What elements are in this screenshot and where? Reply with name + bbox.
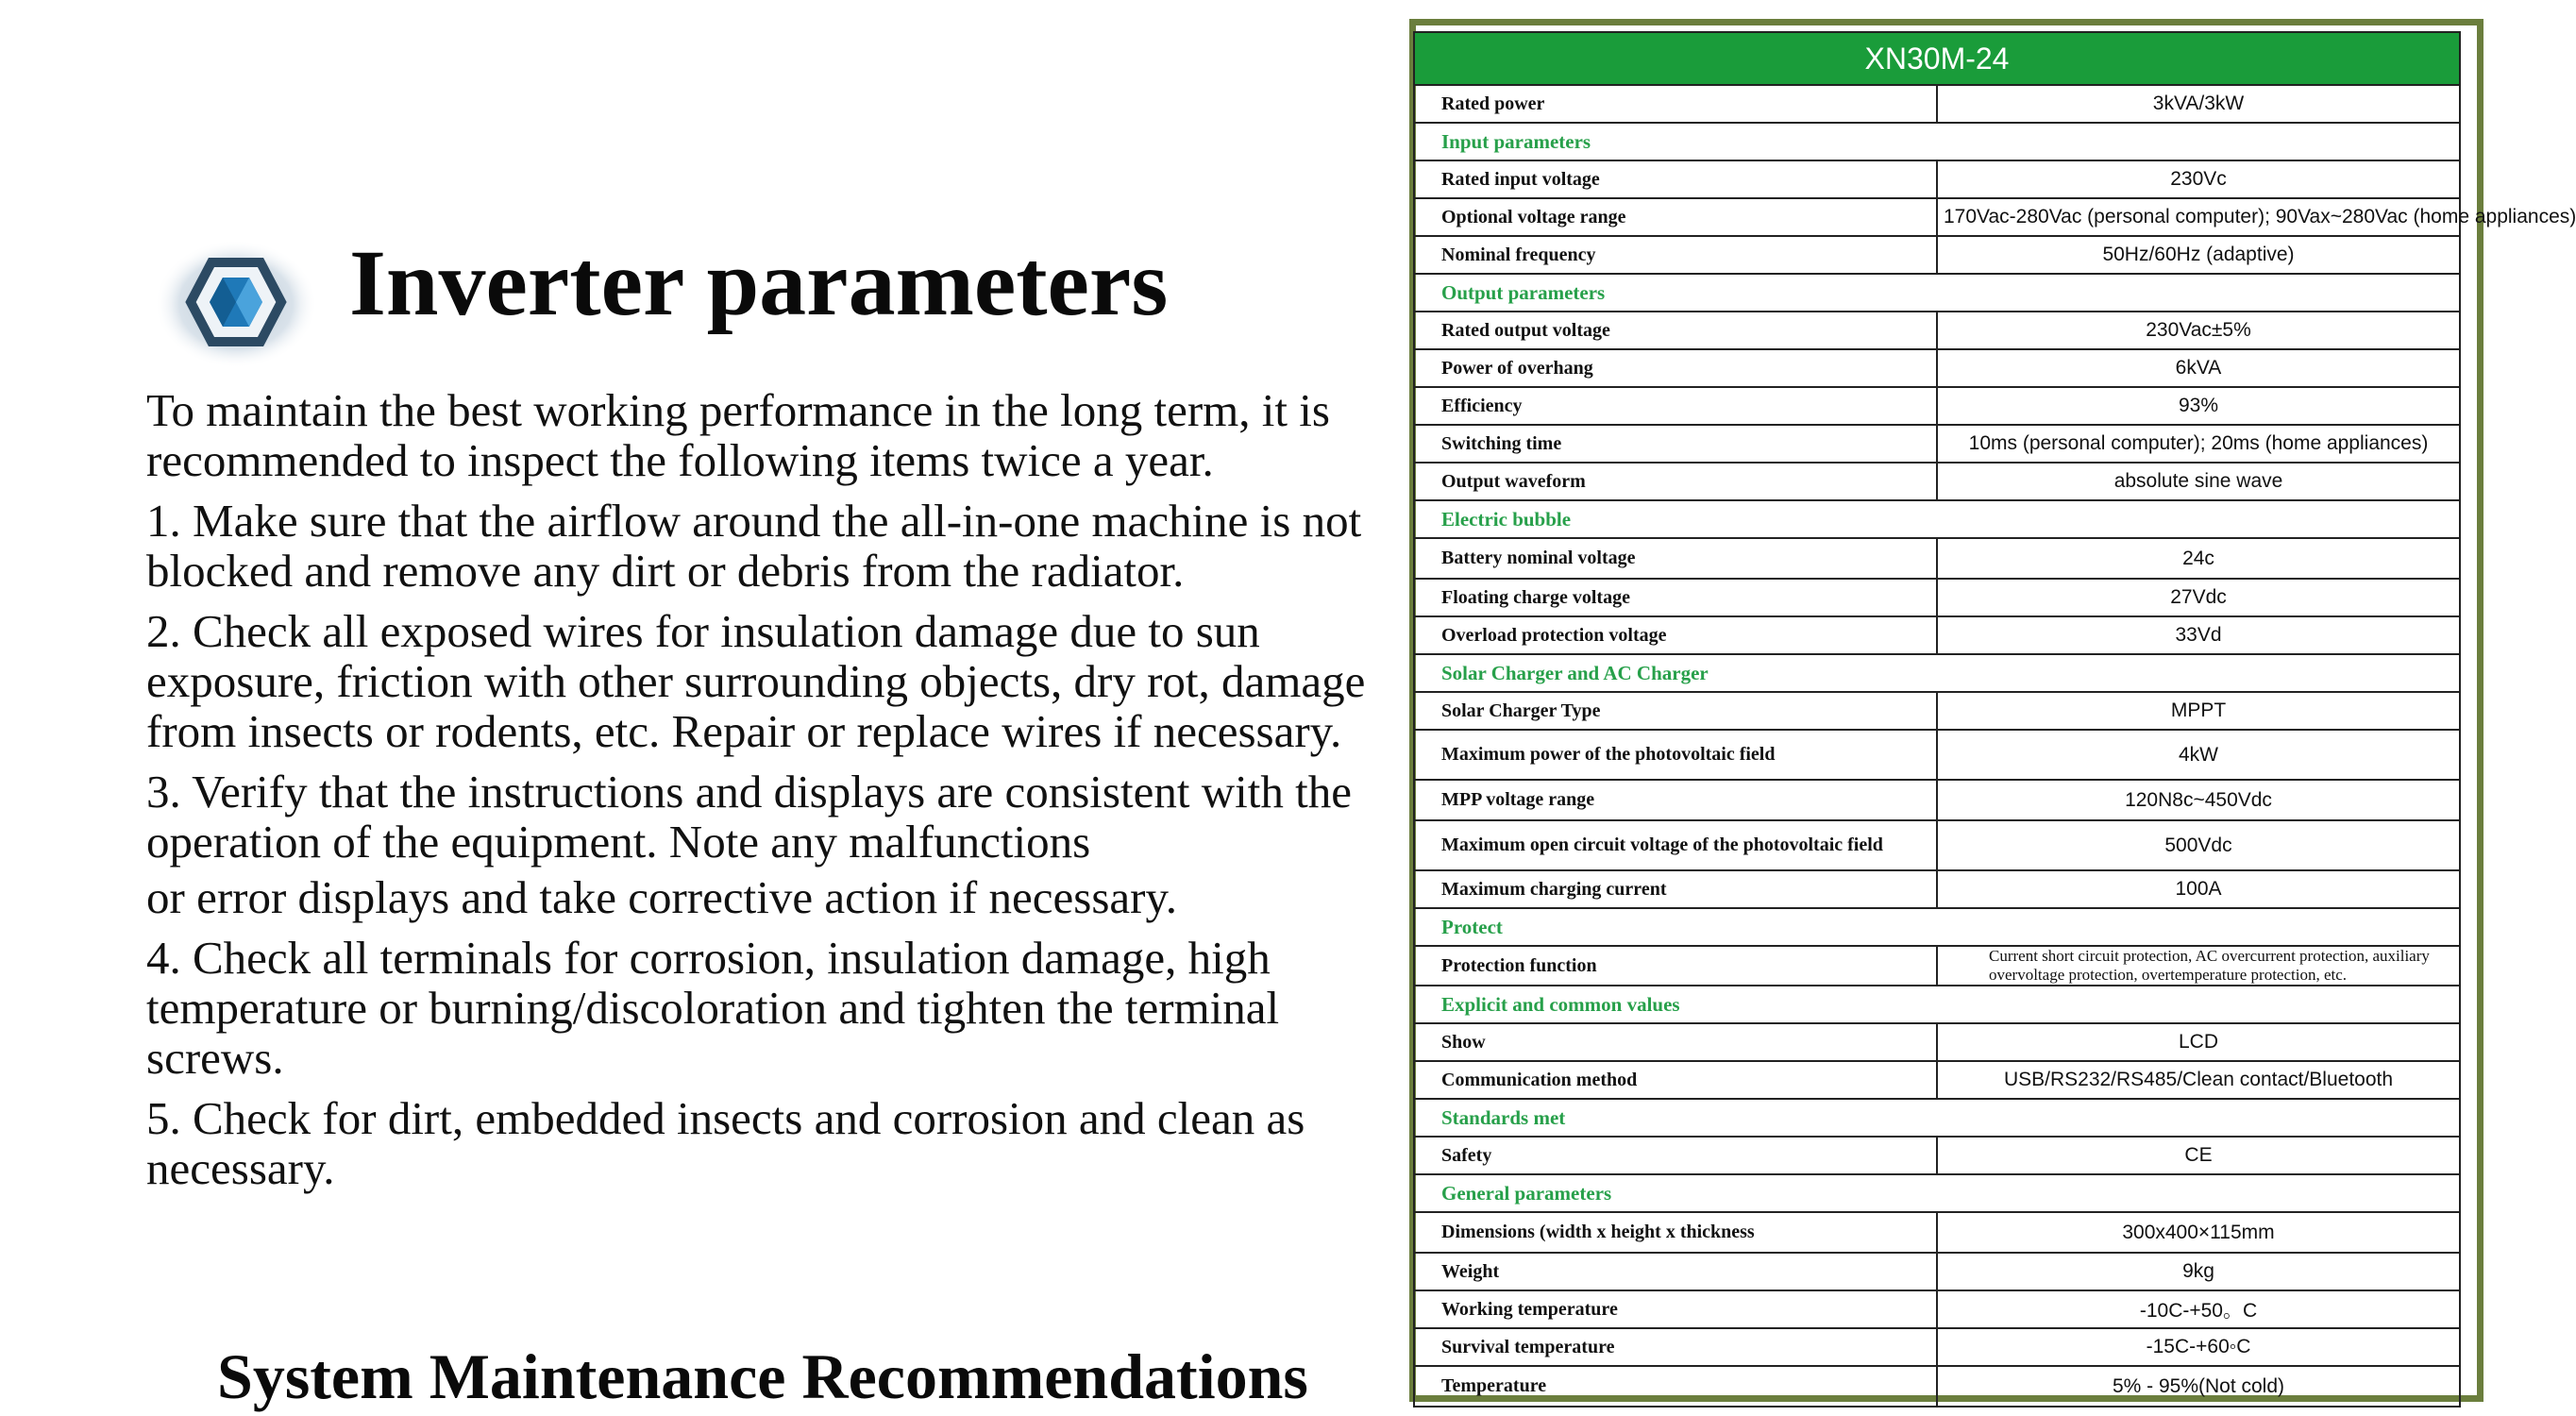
spec-row <box>1414 1061 2460 1099</box>
spec-label: Maximum open circuit voltage of the photovoltaic field <box>1414 820 1937 870</box>
hexagon-cube-icon <box>153 236 319 368</box>
spec-row <box>1414 616 2460 654</box>
spec-label: Temperature <box>1414 1366 1937 1407</box>
spec-label: Floating charge voltage <box>1414 579 1937 616</box>
spec-value: 5% - 95%(Not cold) <box>1937 1366 2460 1407</box>
spec-label: Nominal frequency <box>1414 236 1937 274</box>
spec-row <box>1414 1137 2460 1174</box>
spec-row <box>1414 1023 2460 1061</box>
spec-value: Current short circuit protection, AC overcurrent protection, auxiliary overvoltage protection, overtemperature protection, etc. <box>1937 946 2460 986</box>
spec-row <box>1414 538 2460 579</box>
spec-label: Optional voltage range <box>1414 198 1937 236</box>
spec-label: Power of overhang <box>1414 349 1937 387</box>
spec-row <box>1414 236 2460 274</box>
spec-row <box>1414 780 2460 820</box>
spec-section-title: Solar Charger and AC Charger <box>1414 654 2460 692</box>
spec-section-row <box>1414 274 2460 312</box>
spec-row <box>1414 198 2460 236</box>
spec-value: 33Vd <box>1937 616 2460 654</box>
spec-row <box>1414 387 2460 425</box>
spec-label: Working temperature <box>1414 1290 1937 1328</box>
spec-value: 9kg <box>1937 1253 2460 1290</box>
spec-label: Communication method <box>1414 1061 1937 1099</box>
spec-section-row <box>1414 986 2460 1023</box>
spec-value: 300x400×115mm <box>1937 1212 2460 1253</box>
spec-value: 4kW <box>1937 730 2460 780</box>
spec-value: 6kVA <box>1937 349 2460 387</box>
spec-row <box>1414 312 2460 349</box>
spec-row <box>1414 1253 2460 1290</box>
list-item: or error displays and take corrective action if necessary. <box>146 871 1178 923</box>
spec-row <box>1414 1328 2460 1366</box>
spec-value: 27Vdc <box>1937 579 2460 616</box>
spec-section-title: Output parameters <box>1414 274 2460 312</box>
spec-label: Efficiency <box>1414 387 1937 425</box>
spec-section-row <box>1414 1174 2460 1212</box>
spec-value: 3kVA/3kW <box>1937 85 2460 123</box>
spec-value: absolute sine wave <box>1937 463 2460 500</box>
spec-row <box>1414 463 2460 500</box>
spec-row <box>1414 1212 2460 1253</box>
spec-label: Protection function <box>1414 946 1937 986</box>
spec-section-row <box>1414 654 2460 692</box>
spec-section-title: Input parameters <box>1414 123 2460 160</box>
spec-value: -15C-+60◦C <box>1937 1328 2460 1366</box>
spec-value: 230Vac±5% <box>1937 312 2460 349</box>
spec-row <box>1414 1366 2460 1407</box>
spec-value: USB/RS232/RS485/Clean contact/Bluetooth <box>1937 1061 2460 1099</box>
spec-label: Show <box>1414 1023 1937 1061</box>
spec-value: 230Vc <box>1937 160 2460 198</box>
page-title: Inverter parameters <box>349 230 1169 335</box>
spec-section-row <box>1414 1099 2460 1137</box>
spec-value: 10ms (personal computer); 20ms (home appliances) <box>1937 425 2460 463</box>
spec-value: 120N8c~450Vdc <box>1937 780 2460 820</box>
spec-header-row <box>1414 32 2460 85</box>
spec-row <box>1414 820 2460 870</box>
maintenance-text <box>146 385 1411 1204</box>
spec-row <box>1414 946 2460 986</box>
list-item: 5. Check for dirt, embedded insects and corrosion and clean as necessary. <box>146 1092 1305 1194</box>
section-title: System Maintenance Recommendations <box>217 1340 1308 1412</box>
spec-label: Switching time <box>1414 425 1937 463</box>
spec-row <box>1414 579 2460 616</box>
spec-value: 170Vac-280Vac (personal computer); 90Vax~280Vac (home appliances) <box>1937 198 2460 236</box>
list-item: 3. Verify that the instructions and displays are consistent with the operation of the equipment. Note any malfunctions <box>146 766 1352 868</box>
spec-value: 100A <box>1937 870 2460 908</box>
spec-section-row <box>1414 908 2460 946</box>
list-item: 4. Check all terminals for corrosion, insulation damage, high temperature or burning/discoloration and tighten the terminal screws. <box>146 932 1280 1084</box>
spec-label: Output waveform <box>1414 463 1937 500</box>
spec-label: Solar Charger Type <box>1414 692 1937 730</box>
spec-label: Dimensions (width x height x thickness <box>1414 1212 1937 1253</box>
spec-value: -10C-+50。C <box>1937 1290 2460 1328</box>
spec-value: CE <box>1937 1137 2460 1174</box>
spec-row <box>1414 692 2460 730</box>
list-item: 1. Make sure that the airflow around the all-in-one machine is not blocked and remove any dirt or debris from the radiator. <box>146 495 1362 597</box>
spec-label: Rated power <box>1414 85 1937 123</box>
spec-row <box>1414 730 2460 780</box>
spec-row <box>1414 85 2460 123</box>
spec-label: Battery nominal voltage <box>1414 538 1937 579</box>
spec-section-title: Protect <box>1414 908 2460 946</box>
intro-paragraph: To maintain the best working performance in the long term, it is recommended to inspect the following items twice a year. <box>146 384 1330 486</box>
spec-row <box>1414 349 2460 387</box>
spec-label: Rated input voltage <box>1414 160 1937 198</box>
spec-section-title: Standards met <box>1414 1099 2460 1137</box>
spec-value: MPPT <box>1937 692 2460 730</box>
spec-section-row <box>1414 500 2460 538</box>
spec-label: Maximum power of the photovoltaic field <box>1414 730 1937 780</box>
spec-label: Survival temperature <box>1414 1328 1937 1366</box>
spec-row <box>1414 1290 2460 1328</box>
spec-row <box>1414 425 2460 463</box>
spec-label: Weight <box>1414 1253 1937 1290</box>
spec-row <box>1414 160 2460 198</box>
list-item: 2. Check all exposed wires for insulation damage due to sun exposure, friction with other surrounding objects, dry rot, damage from insects or rodents, etc. Repair or replace wires if necessary. <box>146 605 1366 757</box>
model-name: XN30M-24 <box>1414 32 2460 85</box>
spec-table <box>1413 31 2576 1408</box>
spec-value: 93% <box>1937 387 2460 425</box>
spec-row <box>1414 870 2460 908</box>
spec-label: Maximum charging current <box>1414 870 1937 908</box>
spec-label: Overload protection voltage <box>1414 616 1937 654</box>
spec-label: Safety <box>1414 1137 1937 1174</box>
spec-section-title: General parameters <box>1414 1174 2460 1212</box>
spec-value: 24c <box>1937 538 2460 579</box>
spec-label: Rated output voltage <box>1414 312 1937 349</box>
spec-label: MPP voltage range <box>1414 780 1937 820</box>
spec-section-title: Electric bubble <box>1414 500 2460 538</box>
spec-section-title: Explicit and common values <box>1414 986 2460 1023</box>
spec-section-row <box>1414 123 2460 160</box>
spec-value: LCD <box>1937 1023 2460 1061</box>
spec-value: 500Vdc <box>1937 820 2460 870</box>
spec-value: 50Hz/60Hz (adaptive) <box>1937 236 2460 274</box>
